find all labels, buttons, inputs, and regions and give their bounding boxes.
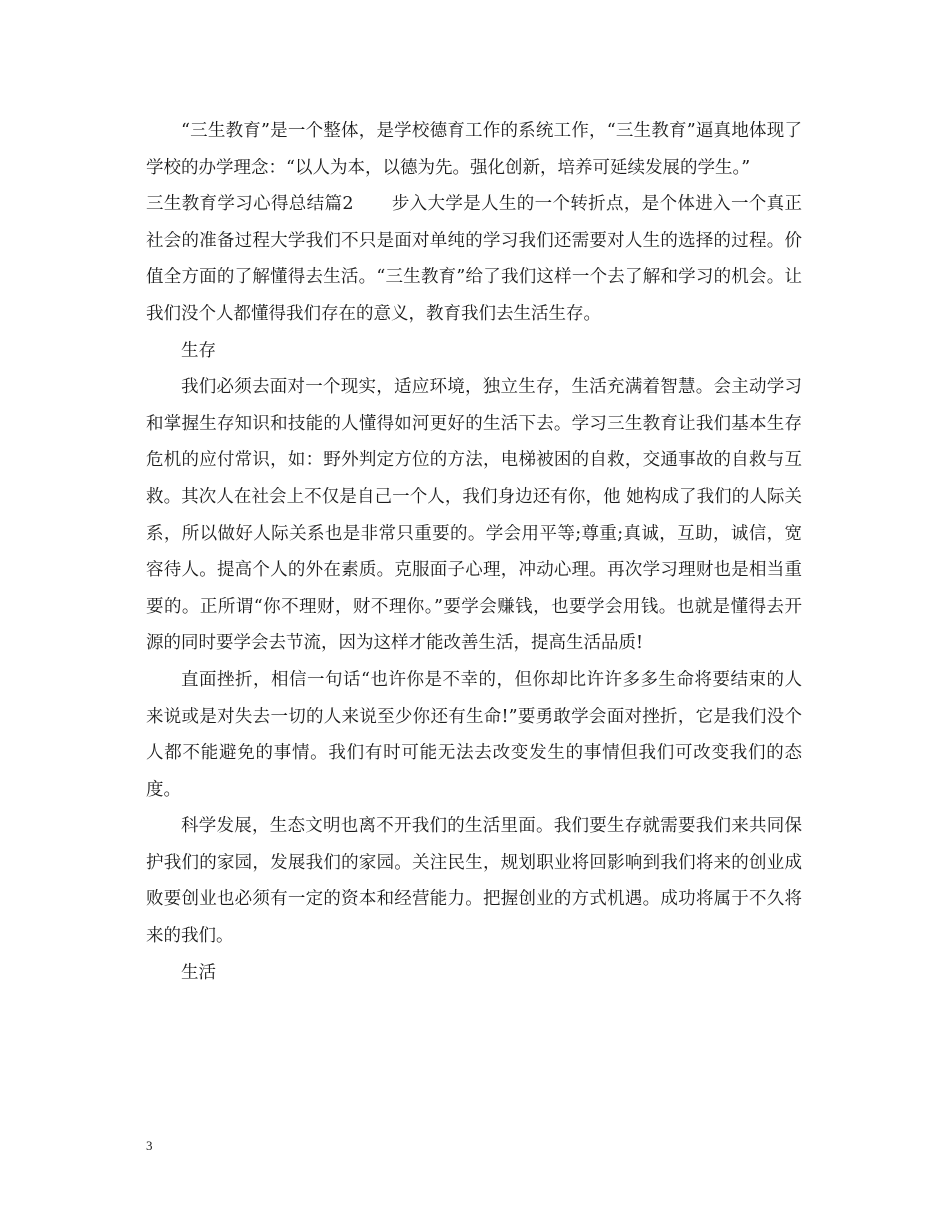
paragraph-setbacks: 直面挫折，相信一句话“也许你是不幸的，但你却比许许多多生命将要结束的人来说或是对失去一切的人来说至少你还有生命!”要勇敢学会面对挫折，它是我们没个人都不能避免的事情。我们有时可能无法去改变发生的事情但我们可改变我们的态度。 xyxy=(146,669,802,800)
section-2-body: 步入大学是人生的一个转折点，是个体进入一个真正社会的准备过程大学我们不只是面对单纯的学习我们还需要对人生的选择的过程。价值全方面的了解懂得去生活。“三生教育”给了我们这样一个去了解和学习的机会。让我们没个人都懂得我们存在的意义，教育我们去生活生存。 xyxy=(146,194,803,324)
paragraph-intro: “三生教育”是一个整体，是学校德育工作的系统工作，“三生教育”逼真地体现了学校的办学理念：“以人为本，以德为先。强化创新，培养可延续发展的学生。” xyxy=(146,121,802,178)
paragraph-development: 科学发展，生态文明也离不开我们的生活里面。我们要生存就需要我们来共同保护我们的家园，发展我们的家园。关注民生，规划职业将回影响到我们将来的创业成败要创业也必须有一定的资本和经营能力。把握创业的方式机遇。成功将属于不久将来的我们。 xyxy=(146,816,802,947)
paragraph-survival: 我们必须去面对一个现实，适应环境，独立生存，生活充满着智慧。会主动学习和掌握生存知识和技能的人懂得如河更好的生活下去。学习三生教育让我们基本生存危机的应付常识，如：野外判定方位的方法，电梯被困的自救，交通事故的自救与互救。其次人在社会上不仅是自己一个人，我们身边还有你，他 她构成了我们的人际关系，所以做好人际关系也是非常只重要的。学会用平等;尊重;真诚，互助，诚信，宽容待人。提高个人的外在素质。克服面子心理，冲动心理。再次学习理财也是相当重要的。正所谓“你不理财，财不理你。”要学会赚钱，也要学会用钱。也就是懂得去开源的同时要学会去节流，因为这样才能改善生活，提高生活品质! xyxy=(146,377,802,654)
document-body xyxy=(146,113,802,991)
paragraph-section-2 xyxy=(146,186,802,332)
section-title: 三生教育学习心得总结篇2 xyxy=(146,194,354,215)
page-number: 3 xyxy=(146,1138,153,1153)
subheading-life: 生活 xyxy=(181,962,216,983)
subheading-survival: 生存 xyxy=(181,340,216,361)
